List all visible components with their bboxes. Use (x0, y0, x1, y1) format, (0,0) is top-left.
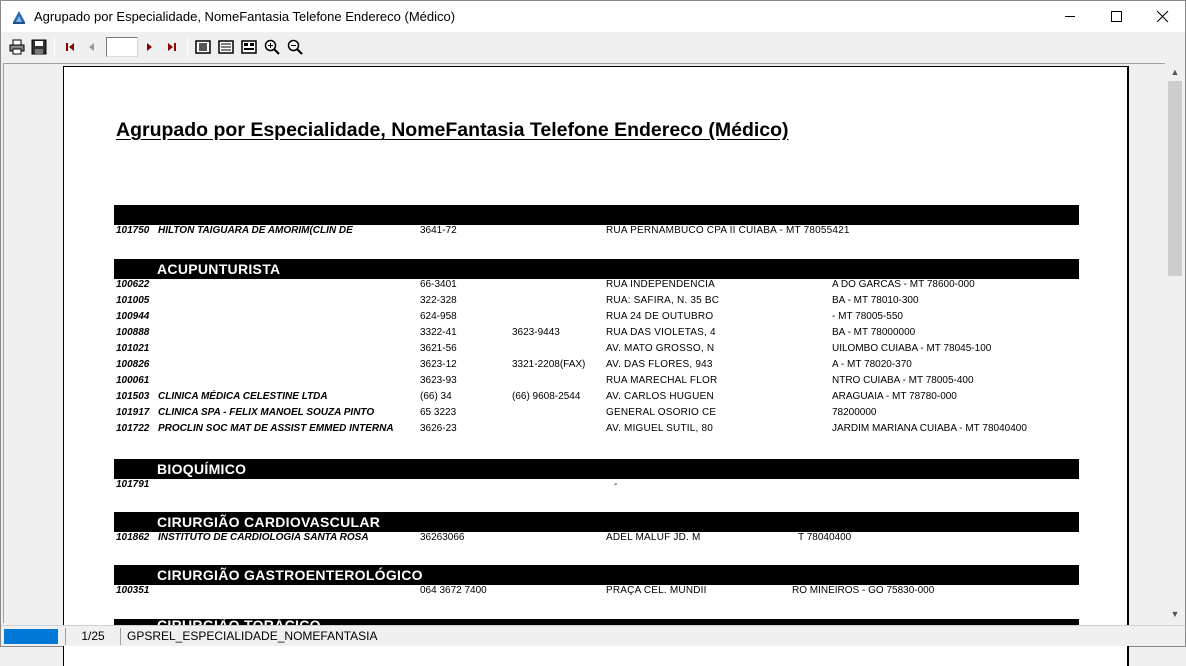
table-row (114, 583, 1079, 599)
print-button[interactable] (7, 37, 27, 57)
row-city: A - MT 78020-370 (832, 359, 912, 370)
close-button[interactable] (1139, 1, 1185, 32)
row-code: 101503 (116, 391, 150, 402)
row-name: CLINICA MÉDICA CELESTINE LTDA (158, 391, 328, 402)
status-page-indicator: 1/25 (65, 628, 121, 645)
report-title: Agrupado por Especialidade, NomeFantasia Telefone Endereco (Médico) (116, 119, 789, 141)
scrollbar-thumb[interactable] (1168, 81, 1182, 276)
prev-page-button[interactable] (82, 37, 102, 57)
row-phone: 624-958 (420, 311, 457, 322)
row-name: PROCLIN SOC MAT DE ASSIST EMMED INTERNA (158, 423, 394, 434)
group-header-blank (114, 205, 1079, 225)
row-address: AV. CARLOS HUGUEN (606, 391, 714, 402)
zoom-in-button[interactable] (262, 37, 282, 57)
row-phone: 322-328 (420, 295, 457, 306)
row-phone: 65 3223 (420, 407, 457, 418)
row-phone-2: 3321-2208(FAX) (512, 359, 586, 370)
report-viewport[interactable] (3, 63, 1165, 623)
row-code: 100061 (116, 375, 150, 386)
row-phone: 064 3672 7400 (420, 585, 487, 596)
status-bar (1, 625, 1185, 646)
toolbar (1, 32, 1185, 61)
last-page-icon (166, 41, 178, 53)
row-address: PRAÇA CEL. MUNDII (606, 585, 707, 596)
close-icon (1157, 11, 1168, 22)
page-width-button[interactable] (216, 37, 236, 57)
row-address: GENERAL OSORIO CE (606, 407, 717, 418)
row-address: AV. MIGUEL SUTIL, 80 (606, 423, 714, 434)
prev-page-icon (86, 41, 98, 53)
row-city: BA - MT 78000000 (832, 327, 916, 338)
row-address: RUA 24 DE OUTUBRO (606, 311, 714, 322)
row-code: 101750 (116, 225, 150, 236)
maximize-icon (1111, 11, 1122, 22)
next-page-button[interactable] (139, 37, 159, 57)
table-row (114, 293, 1079, 309)
table-row (114, 325, 1079, 341)
row-phone: 3322-41 (420, 327, 457, 338)
row-code: 101917 (116, 407, 150, 418)
table-row (114, 341, 1079, 357)
last-page-button[interactable] (162, 37, 182, 57)
scroll-up-icon[interactable]: ▲ (1170, 67, 1180, 77)
row-address: ADEL MALUF JD. M (606, 532, 701, 543)
row-city: UILOMBO CUIABA - MT 78045-100 (832, 343, 992, 354)
maximize-button[interactable] (1093, 1, 1139, 32)
group-header: BIOQUÍMICO (114, 459, 1079, 479)
row-code: 100888 (116, 327, 150, 338)
first-page-icon (64, 41, 76, 53)
row-name: HILTON TAIGUARA DE AMORIM(CLIN DE (158, 225, 353, 236)
row-address: RUA PERNAMBUCO CPA II CUIABA - MT 78055421 (606, 225, 850, 236)
row-code: 101862 (116, 532, 150, 543)
row-address: RUA DAS VIOLETAS, 4 (606, 327, 716, 338)
table-row (114, 477, 1079, 493)
row-name: INSTITUTO DE CARDIOLOGIA SANTA ROSA (158, 532, 369, 543)
zoom-out-button[interactable] (285, 37, 305, 57)
minimize-icon (1065, 11, 1076, 22)
row-phone: 3626-23 (420, 423, 457, 434)
row-phone: 3621-56 (420, 343, 457, 354)
row-code: 101005 (116, 295, 150, 306)
row-city: T 78040400 (798, 532, 852, 543)
report-page (63, 66, 1129, 666)
row-phone-2: (66) 9608-2544 (512, 391, 581, 402)
row-address: RUA MARECHAL FLOR (606, 375, 718, 386)
table-row (114, 277, 1079, 293)
row-code: 100351 (116, 585, 150, 596)
print-icon (9, 39, 25, 55)
minimize-button[interactable] (1047, 1, 1093, 32)
page-view-button[interactable] (193, 37, 213, 57)
row-city: 78200000 (832, 407, 877, 418)
vertical-scrollbar[interactable] (1165, 63, 1185, 623)
row-name: CLINICA SPA - FELIX MANOEL SOUZA PINTO (158, 407, 375, 418)
row-address: - (614, 479, 618, 490)
page-number-input[interactable] (106, 37, 138, 57)
table-row (114, 405, 1079, 421)
zoom-in-icon (264, 39, 280, 55)
row-city: BA - MT 78010-300 (832, 295, 919, 306)
zoom-out-icon (287, 39, 303, 55)
row-city: A DO GARCAS - MT 78600-000 (832, 279, 975, 290)
row-city: NTRO CUIABA - MT 78005-400 (832, 375, 974, 386)
first-page-button[interactable] (60, 37, 80, 57)
row-address: RUA: SAFIRA, N. 35 BC (606, 295, 720, 306)
whole-page-icon (241, 39, 257, 55)
scroll-down-icon[interactable]: ▼ (1170, 609, 1180, 619)
table-row (114, 421, 1079, 437)
group-header: CIRURGIÃO CARDIOVASCULAR (114, 512, 1079, 532)
row-phone: 3623-93 (420, 375, 457, 386)
row-phone: 3641-72 (420, 225, 457, 236)
page-view-icon (195, 39, 211, 55)
group-header: ACUPUNTURISTA (114, 259, 1079, 279)
table-row (114, 223, 1079, 239)
next-page-icon (143, 41, 155, 53)
table-row (114, 530, 1079, 546)
row-address: AV. MATO GROSSO, N (606, 343, 715, 354)
row-address: AV. DAS FLORES, 943 (606, 359, 713, 370)
group-header: CIRURGIÃO GASTROENTEROLÓGICO (114, 565, 1079, 585)
row-code: 101722 (116, 423, 150, 434)
row-code: 100826 (116, 359, 150, 370)
page-width-icon (218, 39, 234, 55)
table-row (114, 373, 1079, 389)
row-address: RUA INDEPENDENCIA (606, 279, 715, 290)
table-row (114, 357, 1079, 373)
table-row (114, 309, 1079, 325)
row-city: - MT 78005-550 (832, 311, 903, 322)
row-phone: 66-3401 (420, 279, 457, 290)
progress-bar (4, 629, 58, 644)
row-phone: (66) 34 (420, 391, 452, 402)
status-report-name: GPSREL_ESPECIALIDADE_NOMEFANTASIA (127, 629, 378, 643)
window-title: Agrupado por Especialidade, NomeFantasia Telefone Endereco (Médico) (34, 9, 456, 24)
row-phone: 36263066 (420, 532, 465, 543)
save-button[interactable] (29, 37, 49, 57)
row-city: JARDIM MARIANA CUIABA - MT 78040400 (832, 423, 1027, 434)
row-code: 100944 (116, 311, 150, 322)
title-bar[interactable] (1, 1, 1185, 32)
app-icon (11, 9, 27, 25)
whole-page-button[interactable] (239, 37, 259, 57)
table-row (114, 389, 1079, 405)
row-code: 101021 (116, 343, 150, 354)
row-code: 100622 (116, 279, 150, 290)
row-city: RO MINEIROS - GO 75830-000 (792, 585, 935, 596)
row-code: 101791 (116, 479, 150, 490)
row-phone-2: 3623-9443 (512, 327, 560, 338)
save-icon (31, 39, 47, 55)
row-phone: 3623-12 (420, 359, 457, 370)
row-city: ARAGUAIA - MT 78780-000 (832, 391, 957, 402)
